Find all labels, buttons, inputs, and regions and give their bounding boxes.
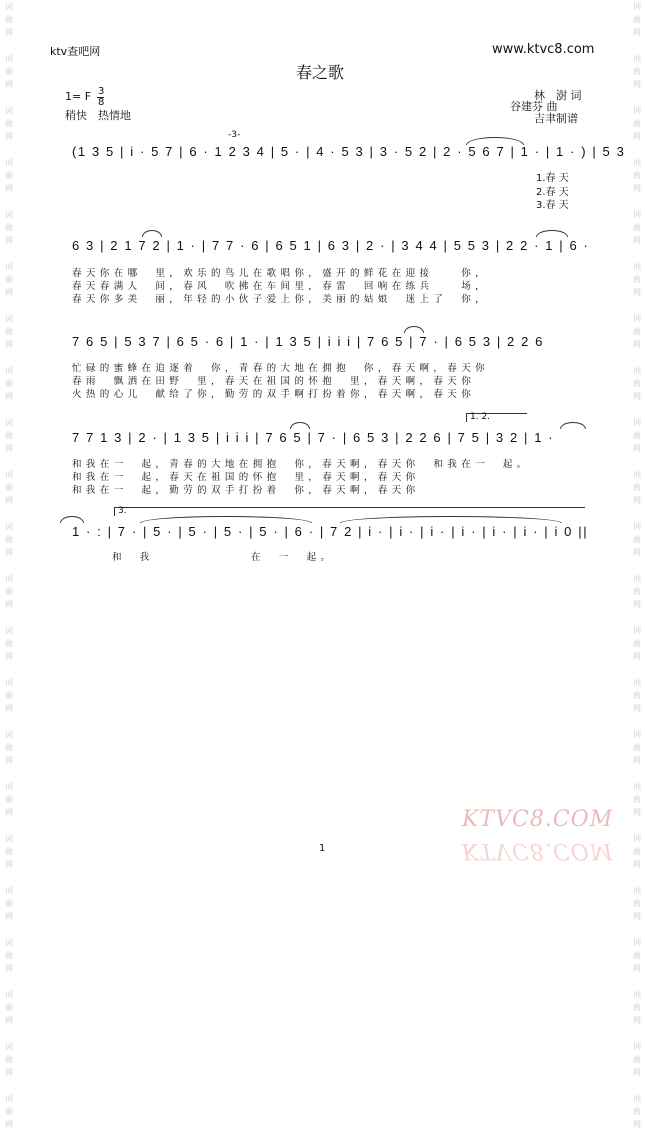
watermark-gap [2,1079,16,1092]
watermark-glyph: 曲 [5,327,13,336]
watermark-gap [2,403,16,416]
watermark-gap [630,507,644,520]
watermark-glyph: 词 [633,1094,641,1103]
watermark-glyph: 曲 [5,15,13,24]
watermark-gap [630,871,644,884]
tie-arc [340,516,562,523]
watermark-glyph: 网 [5,704,13,713]
watermark-glyph: 网 [5,756,13,765]
lyric-row-5: 和 我 在 一 起。 [112,552,335,563]
watermark-glyph: 词 [633,418,641,427]
watermark-glyph: 网 [5,652,13,661]
tie-arc [404,326,424,333]
site-url: www.ktvc8.com [492,42,595,57]
watermark-glyph: 曲 [5,1003,13,1012]
lyric-row-4-verse-3: 和我在一 起，勤劳的双手打扮着 你，春天啊，春天你 [72,485,420,496]
watermark-glyph: 网 [633,860,641,869]
ktvc8-logo-reflection: KTVC8.COM [462,838,614,863]
tie-arc [140,516,312,523]
watermark-glyph: 网 [5,236,13,245]
watermark-glyph: 曲 [5,1107,13,1116]
song-title: 春之歌 [296,63,345,82]
watermark-glyph: 曲 [5,223,13,232]
verse-intro-3: 3.春 天 [536,200,569,211]
watermark-glyph: 词 [5,366,13,375]
watermark-gap [2,299,16,312]
watermark-glyph: 网 [633,444,641,453]
watermark-gap [630,143,644,156]
watermark-glyph: 曲 [633,899,641,908]
watermark-glyph: 网 [633,392,641,401]
watermark-glyph: 网 [633,652,641,661]
watermark-gap [2,143,16,156]
watermark-gap [630,247,644,260]
watermark-glyph: 词 [633,1042,641,1051]
notation-row-3: 7 6 5 | 5 3 7 | 6 5 · 6 | 1 · | 1 3 5 | i i i | 7 6 5 | 7 · | 6 5 3 | 2 2 6 [72,334,544,349]
watermark-glyph: 网 [5,1016,13,1025]
notation-row-5: 1 · : | 7 · | 5 · | 5 · | 5 · | 5 · | 6 · | 7 2 | i · | i · | i · | i · | i · | i · | i 0 || [72,524,589,539]
watermark-glyph: 网 [5,496,13,505]
watermark-glyph: 网 [633,340,641,349]
lyric-row-3-verse-2: 春雨 飘洒在田野 里，春天在祖国的怀抱 里，春天啊，春天你 [72,376,476,387]
watermark-gap [2,871,16,884]
watermark-glyph: 曲 [5,587,13,596]
watermark-glyph: 词 [633,990,641,999]
tie-arc [142,230,162,237]
triplet-marker: -3- [228,130,241,140]
watermark-glyph: 词 [5,314,13,323]
watermark-gap [630,91,644,104]
watermark-glyph: 网 [633,912,641,921]
watermark-glyph: 词 [633,54,641,63]
watermark-glyph: 网 [5,1120,13,1129]
page-number: 1 [319,843,326,854]
watermark-glyph: 曲 [633,1107,641,1116]
watermark-glyph: 曲 [5,847,13,856]
watermark-glyph: 曲 [633,951,641,960]
watermark-glyph: 网 [5,80,13,89]
verse-intro-2: 2.春 天 [536,187,569,198]
watermark-glyph: 词 [5,938,13,947]
tempo-marking: 稍快 热情地 [65,109,131,122]
lyric-row-4-verse-2: 和我在一 起，春天在祖国的怀抱 里，春天啊，春天你 [72,472,420,483]
watermark-glyph: 曲 [633,431,641,440]
watermark-gap [2,247,16,260]
key-signature: 1= F [65,90,92,103]
watermark-left [2,0,16,1129]
watermark-glyph: 网 [633,1016,641,1025]
watermark-glyph: 曲 [633,1055,641,1064]
watermark-gap [630,403,644,416]
watermark-glyph: 网 [633,1120,641,1129]
ktvc8-logo: KTVC8.COM [462,807,614,832]
watermark-gap [630,1079,644,1092]
watermark-glyph: 网 [633,1068,641,1077]
watermark-glyph: 词 [5,730,13,739]
watermark-glyph: 曲 [5,67,13,76]
arranger-credit: 吉聿制谱 [534,112,578,125]
watermark-gap [2,767,16,780]
watermark-glyph: 词 [633,522,641,531]
watermark-gap [2,819,16,832]
watermark-glyph: 词 [633,314,641,323]
time-signature-numerator: 3 [98,86,105,97]
watermark-gap [630,767,644,780]
watermark-glyph: 网 [633,288,641,297]
watermark-glyph: 曲 [5,743,13,752]
watermark-gap [2,195,16,208]
watermark-gap [630,975,644,988]
watermark-glyph: 词 [5,678,13,687]
watermark-glyph: 网 [5,288,13,297]
watermark-glyph: 词 [5,2,13,11]
watermark-gap [2,455,16,468]
watermark-glyph: 词 [633,106,641,115]
watermark-glyph: 曲 [633,483,641,492]
watermark-glyph: 词 [5,1042,13,1051]
watermark-gap [2,1131,16,1144]
watermark-glyph: 词 [5,834,13,843]
watermark-glyph: 曲 [633,275,641,284]
watermark-glyph: 曲 [633,327,641,336]
watermark-glyph: 网 [5,28,13,37]
watermark-glyph: 词 [633,470,641,479]
watermark-glyph: 网 [633,548,641,557]
watermark-glyph: 曲 [633,1003,641,1012]
watermark-gap [2,1027,16,1040]
watermark-glyph: 词 [633,938,641,947]
watermark-glyph: 词 [5,106,13,115]
watermark-glyph: 网 [5,340,13,349]
watermark-glyph: 曲 [5,691,13,700]
watermark-glyph: 曲 [633,67,641,76]
watermark-glyph: 曲 [5,639,13,648]
watermark-glyph: 网 [5,1068,13,1077]
watermark-gap [2,975,16,988]
watermark-gap [630,819,644,832]
composer-credit: 谷建芬 曲 [510,100,558,113]
watermark-glyph: 网 [633,704,641,713]
watermark-glyph: 曲 [5,171,13,180]
notation-row-2: 6 3 | 2 1 7 2 | 1 · | 7 7 · 6 | 6 5 1 | 6 3 | 2 · | 3 4 4 | 5 5 3 | 2 2 · 1 | 6 · [72,238,590,253]
watermark-glyph: 词 [5,54,13,63]
watermark-gap [2,559,16,572]
watermark-gap [630,715,644,728]
watermark-gap [630,455,644,468]
watermark-gap [630,1027,644,1040]
watermark-glyph: 词 [5,522,13,531]
watermark-glyph: 曲 [633,379,641,388]
tie-arc [560,422,586,429]
watermark-glyph: 网 [5,132,13,141]
lyric-row-2-verse-2: 春天春满人 间，春风 吹拂在车间里，春雷 回响在练兵 场， [72,281,490,292]
time-signature-denominator: 8 [98,97,105,108]
watermark-gap [630,299,644,312]
watermark-gap [630,663,644,676]
watermark-glyph: 词 [5,418,13,427]
watermark-gap [2,39,16,52]
site-name: ktv查吧网 [50,45,101,58]
watermark-glyph: 词 [5,1094,13,1103]
watermark-glyph: 曲 [633,171,641,180]
watermark-gap [2,351,16,364]
watermark-glyph: 词 [5,990,13,999]
tie-arc [536,230,568,237]
watermark-glyph: 曲 [5,119,13,128]
watermark-glyph: 词 [633,782,641,791]
watermark-glyph: 网 [633,496,641,505]
tie-arc [290,422,310,429]
watermark-glyph: 网 [5,392,13,401]
watermark-glyph: 词 [5,262,13,271]
lyric-row-4-verse-1: 和我在一 起，青春的大地在拥抱 你，春天啊，春天你 和我在一 起。 [72,459,531,470]
watermark-glyph: 曲 [5,899,13,908]
watermark-gap [2,91,16,104]
watermark-gap [2,715,16,728]
watermark-glyph: 词 [633,626,641,635]
watermark-glyph: 曲 [633,639,641,648]
watermark-glyph: 网 [633,808,641,817]
volta-label: 3. [118,506,127,516]
watermark-glyph: 曲 [633,743,641,752]
watermark-glyph: 曲 [5,1055,13,1064]
watermark-glyph: 词 [633,678,641,687]
watermark-glyph: 曲 [5,379,13,388]
watermark-glyph: 曲 [633,847,641,856]
watermark-glyph: 词 [5,886,13,895]
verse-intro-1: 1.春 天 [536,173,569,184]
watermark-glyph: 曲 [633,15,641,24]
watermark-glyph: 词 [5,574,13,583]
watermark-glyph: 曲 [633,119,641,128]
watermark-gap [2,611,16,624]
watermark-right [630,0,644,1129]
watermark-glyph: 词 [633,262,641,271]
volta-bracket [114,507,585,516]
watermark-glyph: 曲 [633,795,641,804]
watermark-glyph: 网 [633,236,641,245]
watermark-glyph: 词 [633,158,641,167]
watermark-glyph: 网 [633,132,641,141]
watermark-gap [630,351,644,364]
tie-arc [466,137,524,145]
watermark-glyph: 网 [5,444,13,453]
watermark-glyph: 网 [633,756,641,765]
watermark-glyph: 词 [633,886,641,895]
watermark-glyph: 词 [633,210,641,219]
watermark-glyph: 词 [633,366,641,375]
lyric-row-3-verse-3: 火热的心儿 献给了你，勤劳的双手啊打扮着你，春天啊，春天你 [72,389,476,400]
watermark-glyph: 网 [5,548,13,557]
watermark-gap [630,611,644,624]
watermark-glyph: 词 [633,834,641,843]
watermark-gap [2,663,16,676]
watermark-gap [630,39,644,52]
notation-row-1: (1 3 5 | i · 5 7 | 6 · 1 2 3 4 | 5 · | 4 · 5 3 | 3 · 5 2 | 2 · 5 6 7 | 1 · | 1 · ) | 5 3 [72,144,626,159]
watermark-gap [2,923,16,936]
watermark-glyph: 曲 [633,691,641,700]
watermark-glyph: 曲 [633,587,641,596]
lyric-row-3-verse-1: 忙碌的蜜蜂在追逐着 你，青春的大地在拥抱 你，春天啊，春天你 [72,363,490,374]
lyric-row-2-verse-1: 春天你在哪 里，欢乐的鸟儿在歌唱你，盛开的鲜花在迎接 你， [72,268,490,279]
watermark-glyph: 词 [5,626,13,635]
watermark-glyph: 曲 [5,483,13,492]
watermark-gap [2,507,16,520]
watermark-glyph: 词 [5,210,13,219]
watermark-glyph: 曲 [5,431,13,440]
watermark-glyph: 曲 [5,535,13,544]
watermark-glyph: 网 [633,184,641,193]
watermark-glyph: 网 [633,28,641,37]
watermark-glyph: 词 [5,158,13,167]
watermark-glyph: 曲 [633,223,641,232]
watermark-glyph: 曲 [5,275,13,284]
watermark-gap [630,195,644,208]
watermark-glyph: 词 [633,2,641,11]
watermark-glyph: 网 [5,912,13,921]
tie-arc [60,516,84,523]
watermark-glyph: 曲 [5,795,13,804]
watermark-gap [630,923,644,936]
watermark-glyph: 词 [633,574,641,583]
watermark-glyph: 词 [5,470,13,479]
watermark-glyph: 网 [5,860,13,869]
watermark-gap [630,559,644,572]
lyric-row-2-verse-3: 春天你多美 丽，年轻的小伙子爱上你，美丽的姑娘 迷上了 你， [72,294,490,305]
watermark-glyph: 词 [5,782,13,791]
watermark-glyph: 曲 [5,951,13,960]
watermark-glyph: 网 [633,964,641,973]
watermark-glyph: 网 [5,600,13,609]
watermark-glyph: 网 [633,600,641,609]
notation-row-4: 7 7 1 3 | 2 · | 1 3 5 | i i i | 7 6 5 | 7 · | 6 5 3 | 2 2 6 | 7 5 | 3 2 | 1 · [72,430,555,445]
volta-label: 1. 2. [470,412,491,422]
lyricist-credit: 林 澍 词 [534,89,582,102]
watermark-glyph: 网 [5,964,13,973]
watermark-glyph: 词 [633,730,641,739]
watermark-glyph: 网 [633,80,641,89]
watermark-glyph: 曲 [633,535,641,544]
watermark-glyph: 网 [5,808,13,817]
watermark-glyph: 网 [5,184,13,193]
watermark-gap [630,1131,644,1144]
